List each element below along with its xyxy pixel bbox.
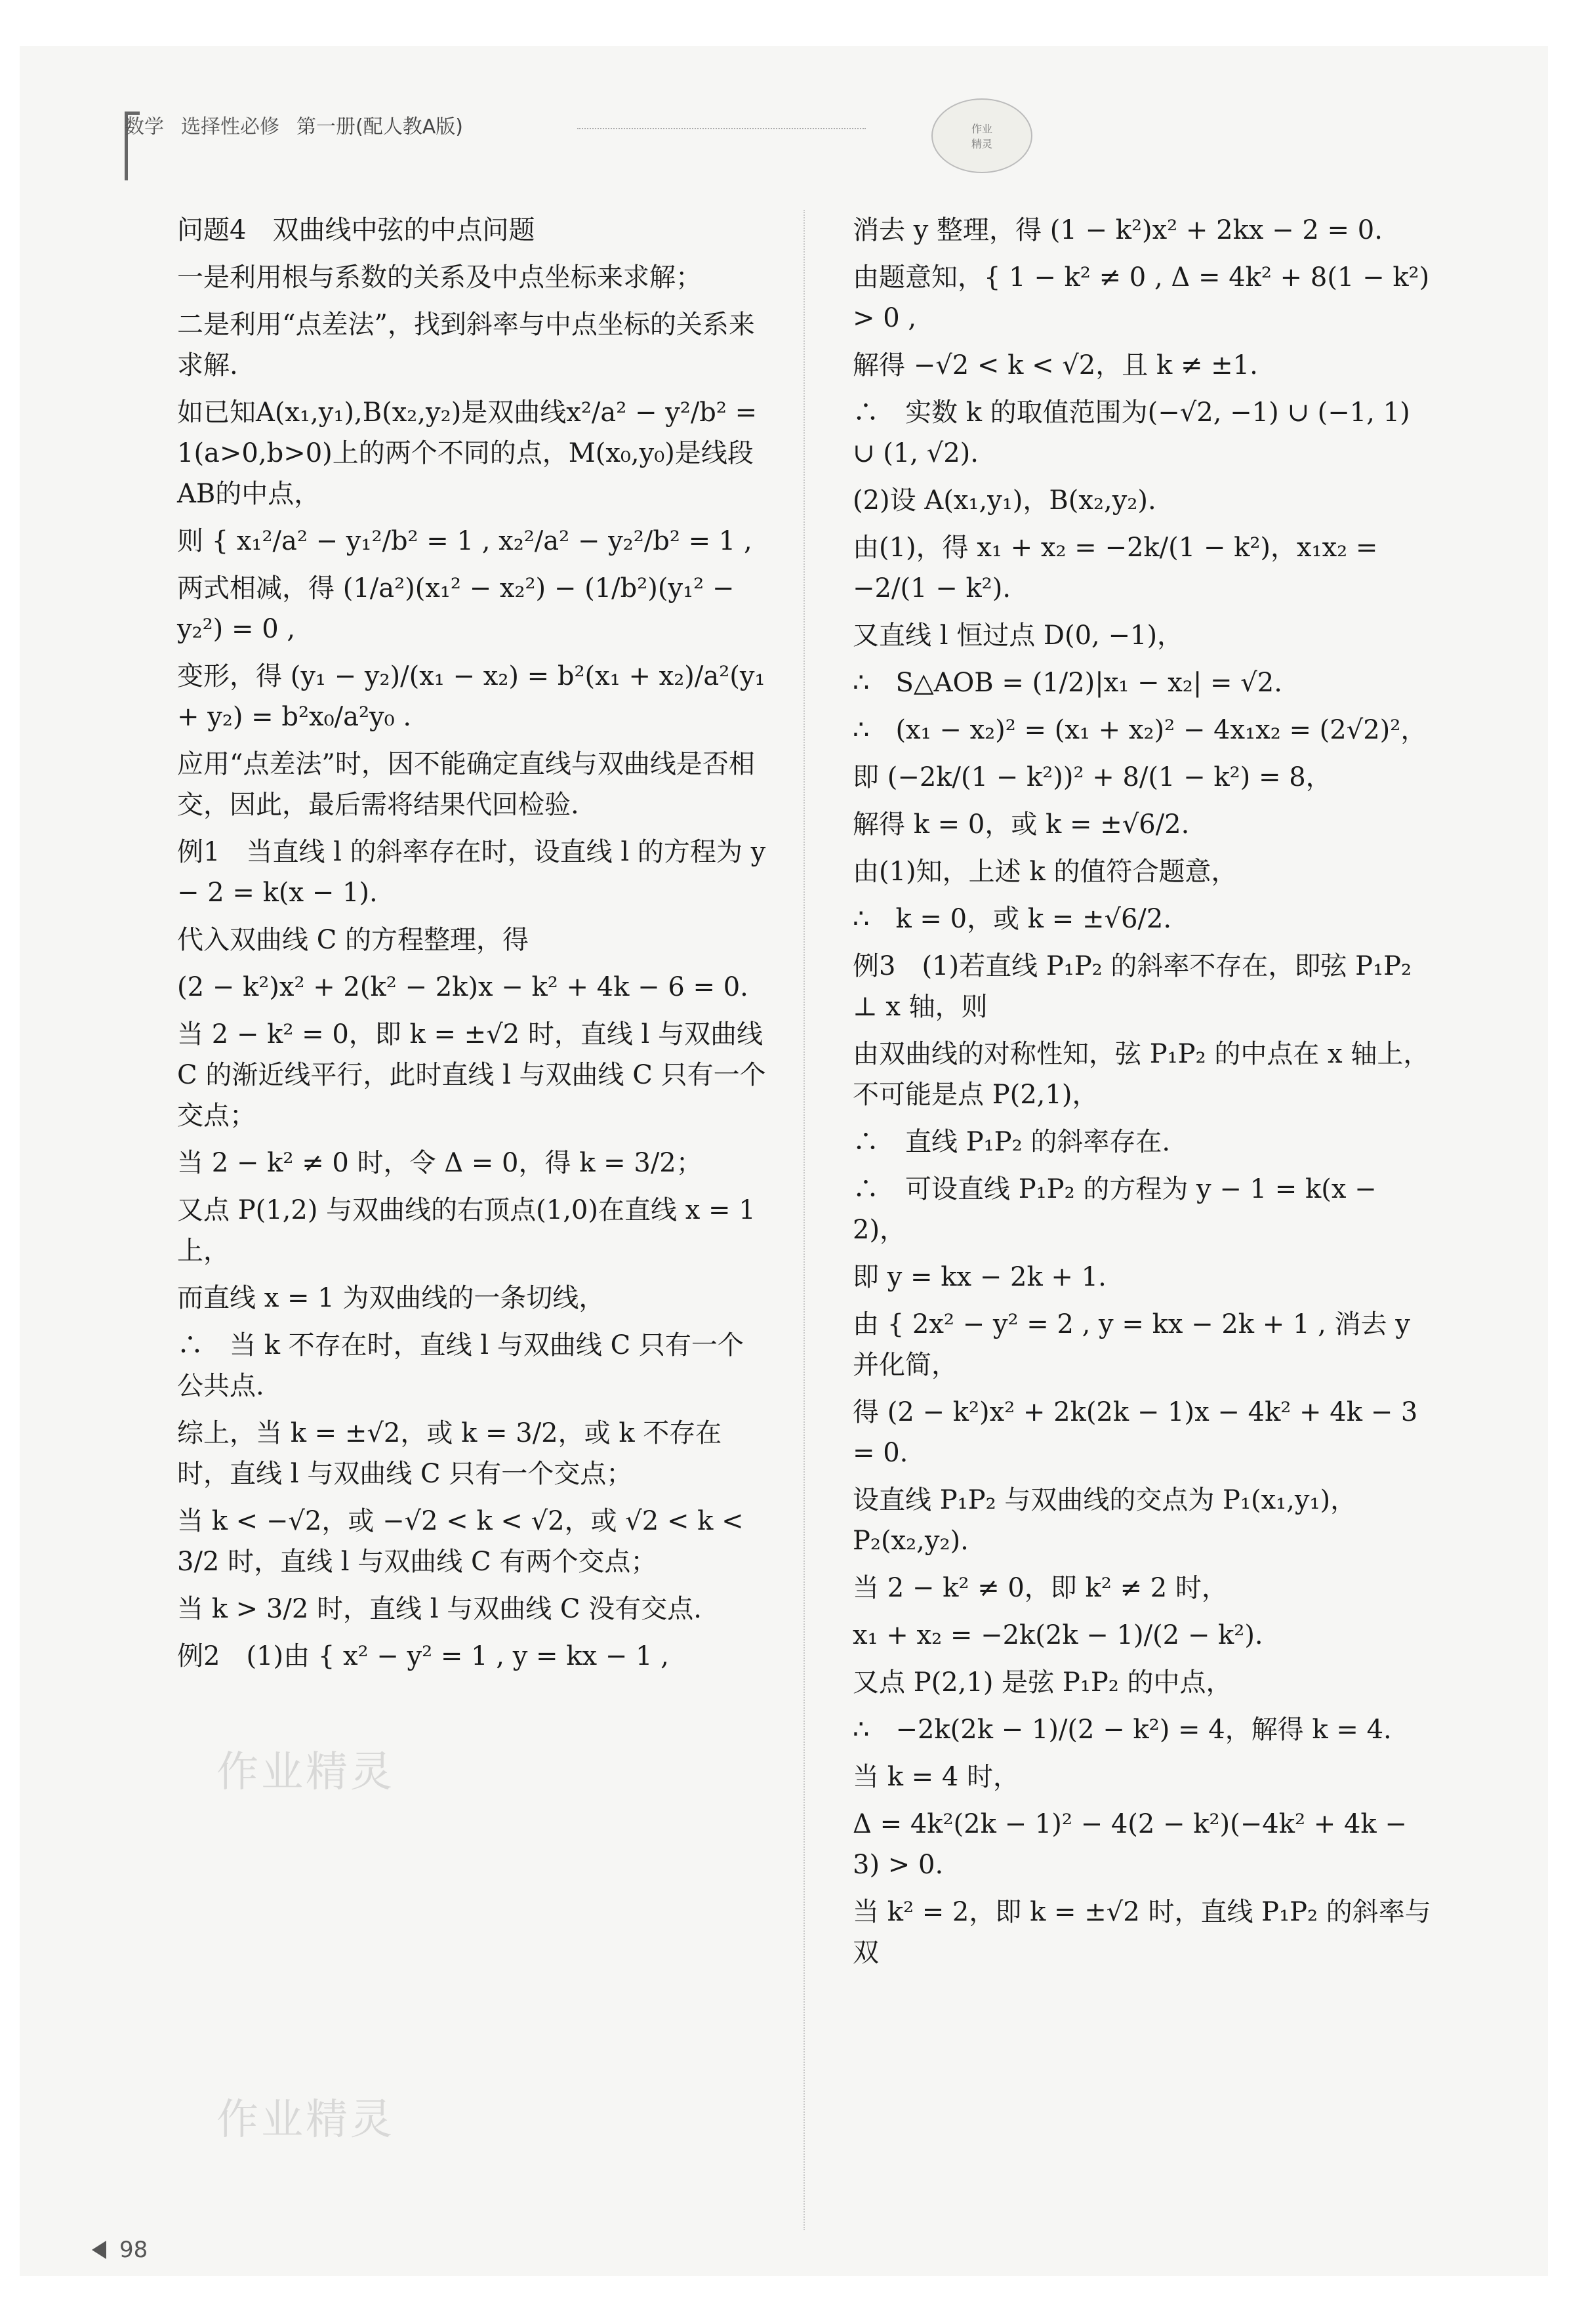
page-number: 98 bbox=[119, 2237, 148, 2263]
text-paragraph: 当 k = 4 时， bbox=[853, 1762, 1020, 1792]
text-paragraph: 由(1)，得 x₁ + x₂ = −2k/(1 − k²)，x₁x₂ = −2/(1 − k²). bbox=[853, 533, 1378, 603]
page-footer bbox=[92, 2237, 148, 2263]
watermark: 作业精灵 bbox=[216, 2096, 395, 2144]
text-paragraph: 当 k² = 2，即 k = ±√2 时，直线 P₁P₂ 的斜率与双 bbox=[853, 1897, 1431, 1968]
text-paragraph: 应用“点差法”时，因不能确定直线与双曲线是否相交，因此，最后需将结果代回检验. bbox=[177, 749, 755, 820]
header-volume: 第一册(配人教A版) bbox=[296, 115, 463, 138]
text-paragraph: ∴ 直线 P₁P₂ 的斜率存在. bbox=[853, 1127, 1171, 1157]
text-paragraph: 代入双曲线 C 的方程整理，得 bbox=[177, 925, 529, 955]
text-paragraph: 例2 (1)由 { x² − y² = 1 , y = kx − 1 , bbox=[177, 1641, 669, 1671]
left-column bbox=[177, 210, 767, 1683]
text-paragraph: (2)设 A(x₁,y₁)，B(x₂,y₂). bbox=[853, 485, 1156, 516]
text-paragraph: 一是利用根与系数的关系及中点坐标来求解； bbox=[177, 262, 702, 293]
running-header bbox=[125, 105, 463, 144]
text-paragraph: 又点 P(1,2) 与双曲线的右顶点(1,0)在直线 x = 1 上， bbox=[177, 1195, 756, 1266]
text-paragraph: 即 (−2k/(1 − k²))² + 8/(1 − k²) = 8， bbox=[853, 762, 1332, 792]
text-paragraph: 当 2 − k² ≠ 0，即 k² ≠ 2 时， bbox=[853, 1573, 1228, 1603]
text-paragraph: 则 { x₁²/a² − y₁²/b² = 1 , x₂²/a² − y₂²/b² = 1 , bbox=[177, 526, 752, 556]
text-paragraph: 问题4 双曲线中弦的中点问题 bbox=[177, 215, 535, 245]
text-paragraph: 二是利用“点差法”，找到斜率与中点坐标的关系来求解. bbox=[177, 310, 755, 380]
text-paragraph: ∴ (x₁ − x₂)² = (x₁ + x₂)² − 4x₁x₂ = (2√2)²， bbox=[853, 715, 1427, 745]
watermark: 作业精灵 bbox=[216, 1748, 395, 1797]
text-paragraph: 消去 y 整理，得 (1 − k²)x² + 2kx − 2 = 0. bbox=[853, 215, 1383, 245]
text-paragraph: ∴ S△AOB = (1/2)|x₁ − x₂| = √2. bbox=[853, 668, 1282, 698]
text-paragraph: Δ = 4k²(2k − 1)² − 4(2 − k²)(−4k² + 4k − 3) > 0. bbox=[853, 1809, 1407, 1880]
text-paragraph: 由(1)知，上述 k 的值符合题意， bbox=[853, 857, 1238, 887]
publisher-seal-logo bbox=[931, 98, 1032, 173]
text-paragraph: 变形，得 (y₁ − y₂)/(x₁ − x₂) = b²(x₁ + x₂)/a²(y₁ + y₂) = b²x₀/a²y₀ . bbox=[177, 661, 765, 732]
text-paragraph: 由双曲线的对称性知，弦 P₁P₂ 的中点在 x 轴上，不可能是点 P(2,1)， bbox=[853, 1039, 1430, 1110]
text-paragraph: 当 k > 3/2 时，直线 l 与双曲线 C 没有交点. bbox=[177, 1594, 702, 1624]
text-paragraph: 解得 k = 0，或 k = ±√6/2. bbox=[853, 809, 1190, 840]
text-paragraph: 当 2 − k² = 0，即 k = ±√2 时，直线 l 与双曲线 C 的渐近线平行，此时直线 l 与双曲线 C 只有一个交点； bbox=[177, 1019, 766, 1131]
text-paragraph: ∴ 实数 k 的取值范围为(−√2, −1) ∪ (−1, 1) ∪ (1, √2). bbox=[853, 398, 1410, 468]
text-paragraph: 设直线 P₁P₂ 与双曲线的交点为 P₁(x₁,y₁)，P₂(x₂,y₂). bbox=[853, 1485, 1357, 1556]
header-book: 选择性必修 bbox=[181, 115, 279, 138]
page-arrow-icon bbox=[92, 2241, 106, 2259]
header-subject: 数学 bbox=[125, 115, 164, 138]
text-paragraph: 又直线 l 恒过点 D(0, −1)， bbox=[853, 621, 1184, 651]
seal-text-top: 作业 bbox=[971, 123, 992, 135]
text-paragraph: 当 k < −√2，或 −√2 < k < √2，或 √2 < k < 3/2 时，直线 l 与双曲线 C 有两个交点； bbox=[177, 1506, 744, 1577]
text-paragraph: ∴ k = 0，或 k = ±√6/2. bbox=[853, 904, 1172, 934]
text-paragraph: ∴ −2k(2k − 1)/(2 − k²) = 4，解得 k = 4. bbox=[853, 1715, 1392, 1745]
text-paragraph: 由题意知，{ 1 − k² ≠ 0 , Δ = 4k² + 8(1 − k²) > 0 , bbox=[853, 262, 1430, 333]
text-paragraph: 两式相减，得 (1/a²)(x₁² − x₂²) − (1/b²)(y₁² − y₂²) = 0 , bbox=[177, 573, 735, 644]
text-paragraph: 又点 P(2,1) 是弦 P₁P₂ 的中点， bbox=[853, 1667, 1232, 1698]
text-paragraph: 解得 −√2 < k < √2，且 k ≠ ±1. bbox=[853, 350, 1258, 380]
text-paragraph: 如已知A(x₁,y₁),B(x₂,y₂)是双曲线x²/a² − y²/b² = 1(a>0,b>0)上的两个不同的点，M(x₀,y₀)是线段AB的中点， bbox=[177, 398, 758, 509]
text-paragraph: ∴ 当 k 不存在时，直线 l 与双曲线 C 只有一个公共点. bbox=[177, 1330, 744, 1401]
text-paragraph: x₁ + x₂ = −2k(2k − 1)/(2 − k²). bbox=[853, 1620, 1263, 1650]
right-column bbox=[853, 210, 1436, 1980]
text-paragraph: 例1 当直线 l 的斜率存在时，设直线 l 的方程为 y − 2 = k(x − 1). bbox=[177, 837, 766, 908]
column-divider bbox=[803, 210, 805, 2230]
text-paragraph: 而直线 x = 1 为双曲线的一条切线， bbox=[177, 1283, 605, 1313]
text-paragraph: 即 y = kx − 2k + 1. bbox=[853, 1262, 1107, 1292]
text-paragraph: (2 − k²)x² + 2(k² − 2k)x − k² + 4k − 6 = 0. bbox=[177, 972, 748, 1002]
text-paragraph: 综上，当 k = ±√2，或 k = 3/2，或 k 不存在时，直线 l 与双曲线 C 只有一个交点； bbox=[177, 1418, 722, 1489]
header-rule bbox=[577, 128, 866, 129]
seal-text-bottom: 精灵 bbox=[971, 138, 992, 150]
text-paragraph: ∴ 可设直线 P₁P₂ 的方程为 y − 1 = k(x − 2)， bbox=[853, 1174, 1377, 1245]
text-paragraph: 得 (2 − k²)x² + 2k(2k − 1)x − 4k² + 4k − 3 = 0. bbox=[853, 1397, 1418, 1468]
text-paragraph: 由 { 2x² − y² = 2 , y = kx − 2k + 1 , 消去 y 并化简， bbox=[853, 1309, 1410, 1380]
text-paragraph: 当 2 − k² ≠ 0 时，令 Δ = 0，得 k = 3/2； bbox=[177, 1148, 702, 1178]
text-paragraph: 例3 (1)若直线 P₁P₂ 的斜率不存在，即弦 P₁P₂ ⊥ x 轴，则 bbox=[853, 951, 1412, 1022]
